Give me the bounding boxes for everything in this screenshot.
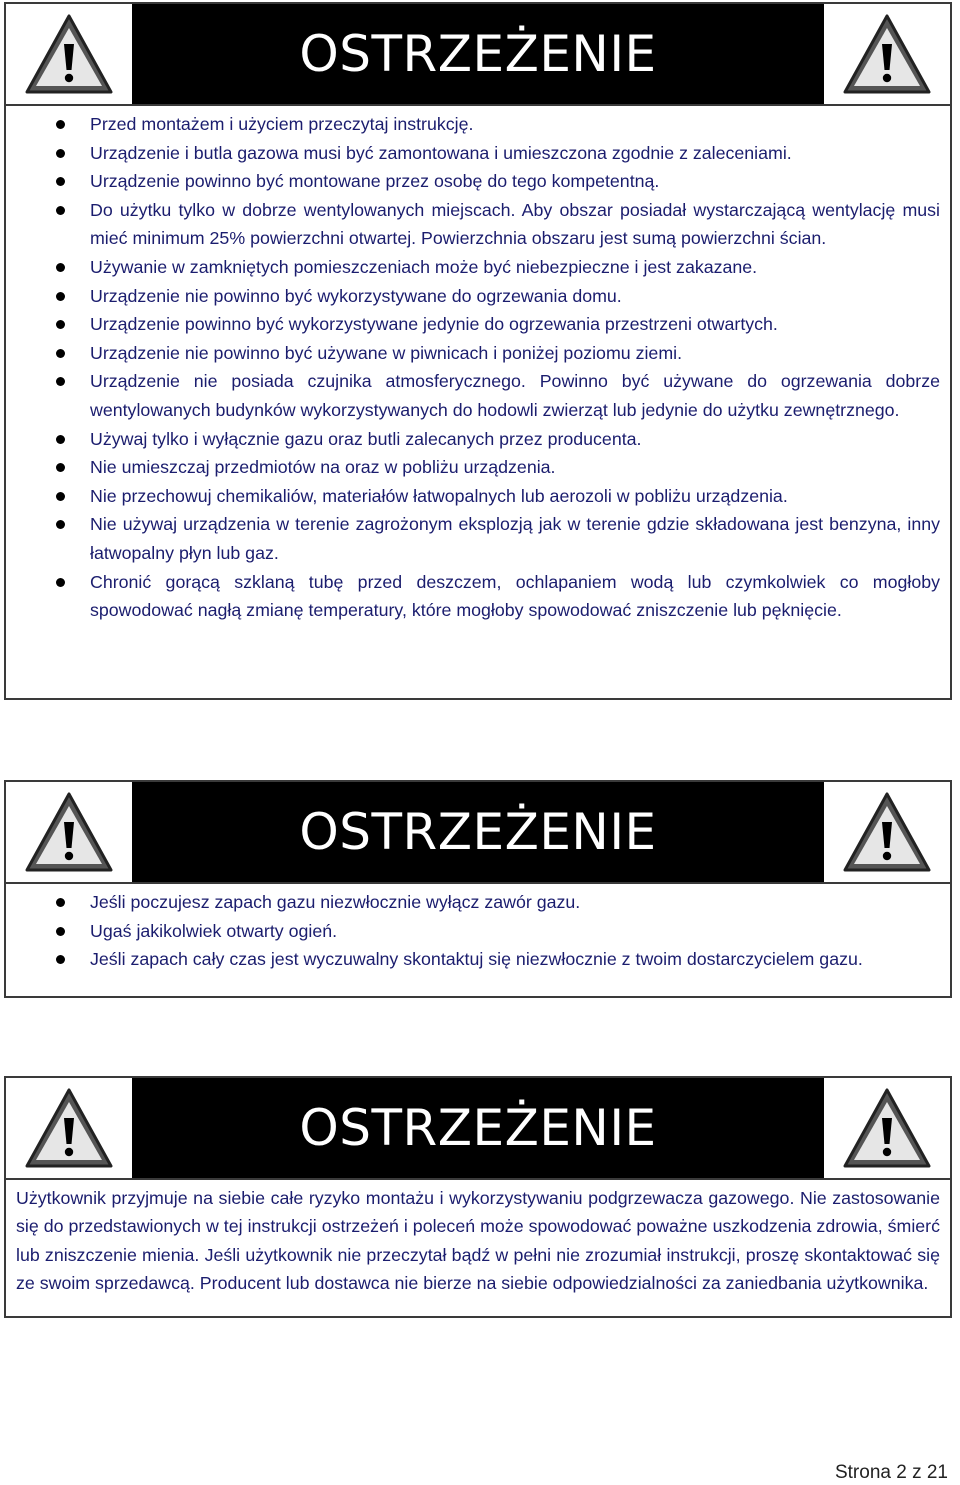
list-item: Nie przechowuj chemikaliów, materiałów łatwopalnych lub aerozoli w pobliżu urządzenia. bbox=[6, 482, 940, 511]
warning-title-bar bbox=[132, 4, 824, 104]
warning-triangle-icon bbox=[6, 782, 132, 882]
list-item: Chronić gorącą szklaną tubę przed deszczem, ochlapaniem wodą lub czymkolwiek co mogłoby spowodować nagłą zmianę temperatury, które mogłoby spowodować zniszczenie lub pęknięcie. bbox=[6, 568, 940, 625]
bullet-icon bbox=[56, 520, 65, 529]
warning-triangle-icon bbox=[6, 1078, 132, 1178]
list-item: Urządzenie powinno być montowane przez osobę do tego kompetentną. bbox=[6, 167, 940, 196]
warning-title-bar bbox=[132, 1078, 824, 1178]
warning-box-1 bbox=[4, 2, 952, 700]
list-item: Urządzenie nie posiada czujnika atmosferycznego. Powinno być używane do ogrzewania dobrze wentylowanych budynków wykorzystywanych do hodowli zwierząt lub jedynie do użytku zewnętrznego. bbox=[6, 367, 940, 424]
bullet-icon bbox=[56, 898, 65, 907]
bullet-icon bbox=[56, 377, 65, 386]
bullet-icon bbox=[56, 120, 65, 129]
bullet-icon bbox=[56, 349, 65, 358]
bullet-icon bbox=[56, 320, 65, 329]
warning-title: OSTRZEŻENIE bbox=[299, 25, 657, 83]
list-item: Jeśli poczujesz zapach gazu niezwłocznie wyłącz zawór gazu. bbox=[6, 888, 940, 917]
warning-header-3 bbox=[6, 1078, 950, 1180]
list-item: Urządzenie powinno być wykorzystywane jedynie do ogrzewania przestrzeni otwartych. bbox=[6, 310, 940, 339]
bullet-icon bbox=[56, 492, 65, 501]
warning-triangle-icon bbox=[6, 4, 132, 104]
bullet-icon bbox=[56, 435, 65, 444]
warning-box-3 bbox=[4, 1076, 952, 1318]
page-number: Strona 2 z 21 bbox=[834, 1462, 948, 1483]
list-item: Używaj tylko i wyłącznie gazu oraz butli zalecanych przez producenta. bbox=[6, 425, 940, 454]
warning-title-bar bbox=[132, 782, 824, 882]
list-item: Nie umieszczaj przedmiotów na oraz w pobliżu urządzenia. bbox=[6, 453, 940, 482]
warning-triangle-icon bbox=[824, 782, 950, 882]
list-item: Ugaś jakikolwiek otwarty ogień. bbox=[6, 917, 940, 946]
bullet-icon bbox=[56, 177, 65, 186]
bullet-icon bbox=[56, 263, 65, 272]
bullet-icon bbox=[56, 578, 65, 587]
liability-paragraph: Użytkownik przyjmuje na siebie całe ryzyko montażu i wykorzystywaniu podgrzewacza gazowego. Nie zastosowanie się do przedstawionych w tej instrukcji ostrzeżeń i poleceń może spowodować poważne uszkodzenia zdrowia, śmierć lub zniszczenie mienia. Jeśli użytkownik nie przeczytał bądź w pełni nie zrozumiał instrukcji, proszę skontaktować się ze swoim sprzedawcą. Producent lub dostawca nie bierze na siebie odpowiedzialności za zaniedbania użytkownika. bbox=[16, 1188, 940, 1294]
warning-header-1 bbox=[6, 4, 950, 106]
bullet-icon bbox=[56, 463, 65, 472]
warning-title: OSTRZEŻENIE bbox=[299, 1099, 657, 1157]
bullet-icon bbox=[56, 292, 65, 301]
bullet-icon bbox=[56, 927, 65, 936]
list-item: Nie używaj urządzenia w terenie zagrożonym eksplozją jak w terenie gdzie składowana jest benzyna, inny łatwopalny płyn lub gaz. bbox=[6, 510, 940, 567]
warning-header-2 bbox=[6, 782, 950, 884]
list-item: Urządzenie nie powinno być wykorzystywane do ogrzewania domu. bbox=[6, 282, 940, 311]
list-item: Urządzenie i butla gazowa musi być zamontowana i umieszczona zgodnie z zaleceniami. bbox=[6, 139, 940, 168]
bullet-icon bbox=[56, 955, 65, 964]
warning-triangle-icon bbox=[824, 1078, 950, 1178]
list-item: Do użytku tylko w dobrze wentylowanych miejscach. Aby obszar posiadał wystarczającą wentylację musi mieć minimum 25% powierzchni otwartej. Powierzchnia obszaru jest sumą powierzchni ścian. bbox=[6, 196, 940, 253]
warning-box-2 bbox=[4, 780, 952, 998]
list-item: Przed montażem i użyciem przeczytaj instrukcję. bbox=[6, 110, 940, 139]
list-item: Urządzenie nie powinno być używane w piwnicach i poniżej poziomu ziemi. bbox=[6, 339, 940, 368]
bullet-icon bbox=[56, 206, 65, 215]
list-item: Jeśli zapach cały czas jest wyczuwalny skontaktuj się niezwłocznie z twoim dostarczycielem gazu. bbox=[6, 945, 940, 974]
bullet-icon bbox=[56, 149, 65, 158]
warning-list-2 bbox=[6, 884, 950, 980]
warning-title: OSTRZEŻENIE bbox=[299, 803, 657, 861]
warning-triangle-icon bbox=[824, 4, 950, 104]
warning-list-1 bbox=[6, 106, 950, 631]
list-item: Używanie w zamkniętych pomieszczeniach może być niebezpieczne i jest zakazane. bbox=[6, 253, 940, 282]
